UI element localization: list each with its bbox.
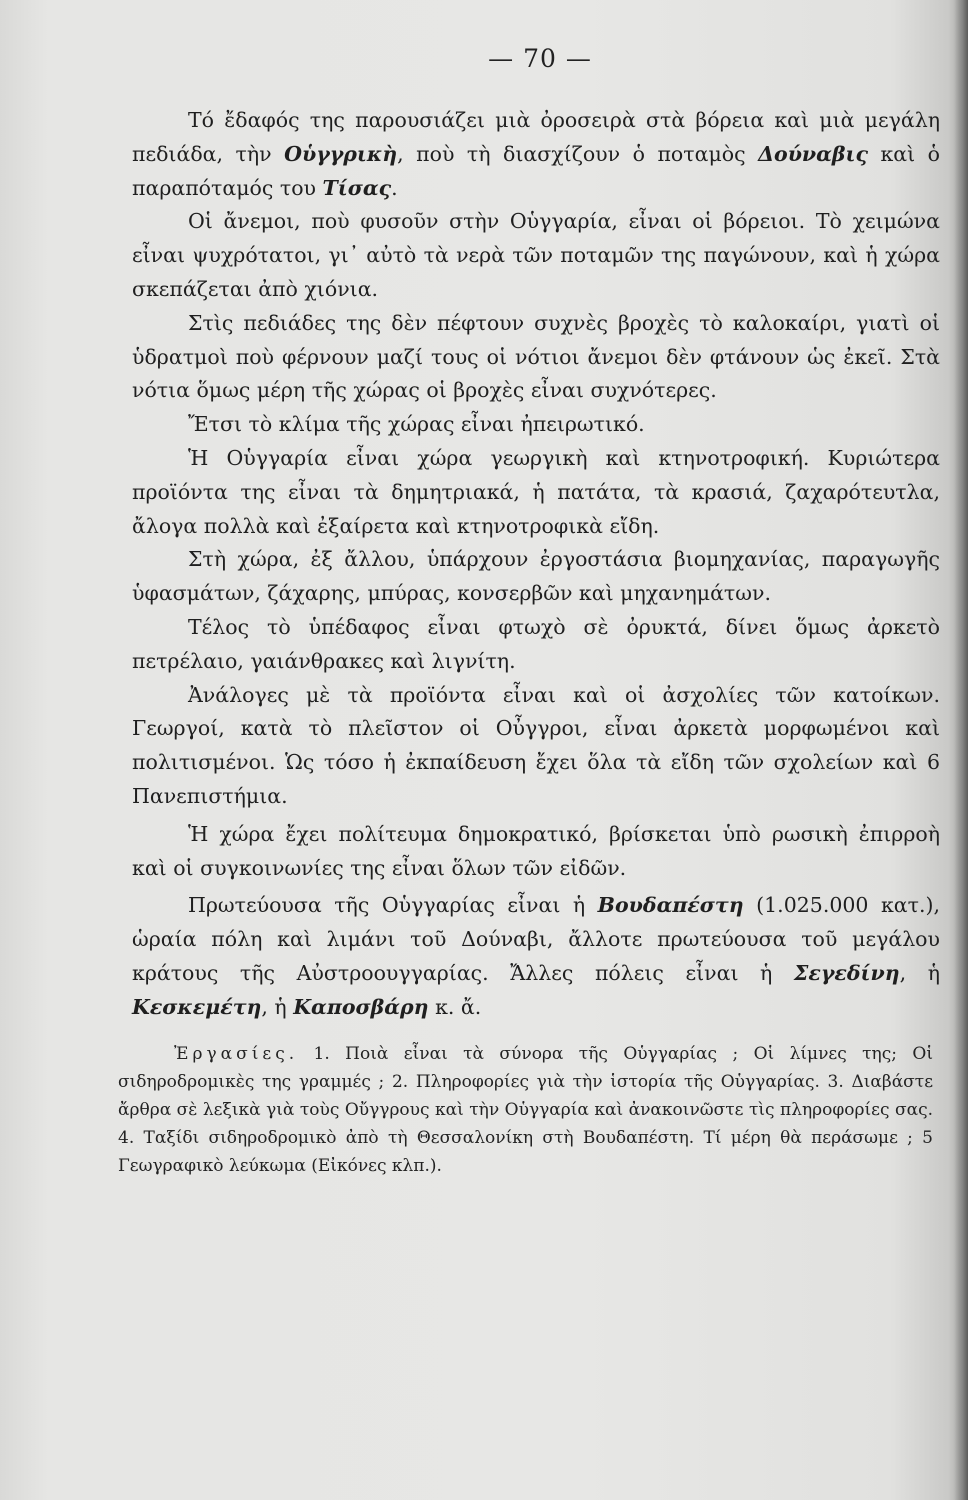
text-segment: Στὶς πεδιάδες της δὲν πέφτουν συχνὲς βροχὲς τὸ καλοκαίρι, γιατὶ οἱ ὑδρατμοὶ ποὺ φέρνουν μαζί τους οἱ νότιοι ἄνεμοι δὲν φτάνουν ὡς ἐκεῖ. Στὰ νότια ὅμως μέρη τῆς χώρας οἱ βροχὲς εἶναι συχνότερες. [132, 310, 940, 403]
paragraph-6 [132, 543, 940, 611]
text-segment: Τό ἔδαφός της παρουσιάζει μιὰ ὀροσειρὰ στὰ βόρεια καὶ μιὰ μεγάλη πεδιάδα, τὴν [132, 108, 940, 166]
paragraph-1 [132, 104, 940, 205]
paragraph-4 [132, 408, 940, 442]
paragraph-7 [132, 611, 940, 679]
text-segment: κ. ἄ. [428, 994, 482, 1019]
place-name: Οὑγγρικὴ [284, 141, 398, 166]
place-name: Καποσβάρη [293, 994, 429, 1019]
exercises-section [118, 1040, 933, 1180]
text-segment: Τέλος τὸ ὑπέδαφος εἶναι φτωχὸ σὲ ὀρυκτά, δίνει ὅμως ἀρκετὸ πετρέλαιο, γαιάνθρακες καὶ λιγνίτη. [132, 614, 940, 673]
text-segment: Πρωτεύουσα τῆς Οὑγγαρίας εἶναι ἡ [188, 893, 598, 918]
exercises-label: Ἐργασίες. [174, 1044, 299, 1064]
text-segment: Ἡ Οὑγγαρία εἶναι χώρα γεωργικὴ καὶ κτηνοτροφική. Κυριώτερα προϊόντα της εἶναι τὰ δημητριακά, ἡ πατάτα, τὰ κρασιά, ζαχαρότευτλα, ἄλογα πολλὰ καὶ ἐξαίρετα καὶ κτηνοτροφικὰ εἴδη. [132, 445, 940, 538]
page-edge-shadow [954, 0, 968, 1500]
exercises-paragraph [118, 1040, 933, 1180]
text-segment: , ποὺ τὴ διασχίζουν ὁ ποταμὸς [397, 141, 759, 166]
place-name: Σεγεδίνη [793, 960, 900, 985]
place-name: Τίσας [322, 175, 392, 200]
text-segment: . [391, 175, 398, 200]
paragraph-8 [132, 679, 940, 814]
text-segment: Ἔτσι τὸ κλίμα τῆς χώρας εἶναι ἠπειρωτικό. [188, 412, 645, 437]
place-name: Δούναβις [758, 141, 868, 166]
text-segment: Ἀνάλογες μὲ τὰ προϊόντα εἶναι καὶ οἱ ἀσχολίες τῶν κατοίκων. Γεωργοί, κατὰ τὸ πλεῖστον οἱ Οὖγγροι, εἶναι ἀρκετὰ μορφωμένοι καὶ πολιτισμένοι. Ὡς τόσο ἡ ἐκπαίδευση ἔχει ὅλα τὰ εἴδη τῶν σχολείων καὶ 6 Πανεπιστήμια. [132, 682, 940, 808]
text-segment: (1.025.000 κατ.), ὡραία πόλη καὶ λιμάνι τοῦ Δούναβι, ἄλλοτε πρωτεύουσα τοῦ μεγάλου κράτους τῆς Αὐστροουγγαρίας. Ἄλλες πόλεις εἶναι ἡ [132, 893, 940, 985]
paragraph-9 [132, 818, 940, 886]
page-number: — 70 — [488, 44, 592, 73]
text-segment: , ἡ [899, 960, 940, 985]
paragraph-5 [132, 442, 940, 543]
text-segment: Οἱ ἄνεμοι, ποὺ φυσοῦν στὴν Οὑγγαρία, εἶναι οἱ βόρειοι. Τὸ χειμώνα εἶναι ψυχρότατοι, γι᾿ αὐτὸ τὰ νερὰ τῶν ποταμῶν της παγώνουν, καὶ ἡ χώρα σκεπάζεται ἀπὸ χιόνια. [132, 209, 940, 301]
main-text [132, 104, 940, 1025]
place-name: Βουδαπέστη [597, 893, 744, 918]
exercises-text: 1. Ποιὰ εἶναι τὰ σύνορα τῆς Οὑγγαρίας ; Οἱ λίμνες της; Οἱ σιδηροδρομικὲς της γραμμές ; 2. Πληροφορίες γιὰ τὴν ἱστορία τῆς Οὑγγαρίας. 3. Διαβάστε ἄρθρα σὲ λεξικὰ γιὰ τοὺς Οὔγγρους καὶ τὴν Οὑγγαρία καὶ ἀνακοινῶστε τὶς πληροφορίες σας. 4. Ταξίδι σιδηροδρομικὸ ἀπὸ τὴ Θεσσαλονίκη στὴ Βουδαπέστη. Τί μέρη θὰ περάσωμε ; 5 Γεωγραφικὸ λεύκωμα (Εἰκόνες κλπ.). [118, 1044, 933, 1176]
text-segment: καὶ ὁ παραπόταμός του [132, 141, 941, 200]
text-segment: Στὴ χώρα, ἐξ ἄλλου, ὑπάρχουν ἐργοστάσια βιομηχανίας, παραγωγῆς ὑφασμάτων, ζάχαρης, μπύρας, κονσερβῶν καὶ μηχανημάτων. [132, 547, 940, 606]
place-name: Κεσκεμέτη [132, 994, 262, 1019]
paragraph-10 [132, 889, 940, 1024]
text-segment: Ἡ χώρα ἔχει πολίτευμα δημοκρατικό, βρίσκεται ὑπὸ ρωσικὴ ἐπιρροὴ καὶ οἱ συγκοινωνίες της εἶναι ὅλων τῶν εἰδῶν. [132, 821, 940, 880]
paragraph-2 [132, 205, 940, 306]
text-segment: , ἡ [261, 994, 294, 1019]
paragraph-3 [132, 307, 940, 408]
